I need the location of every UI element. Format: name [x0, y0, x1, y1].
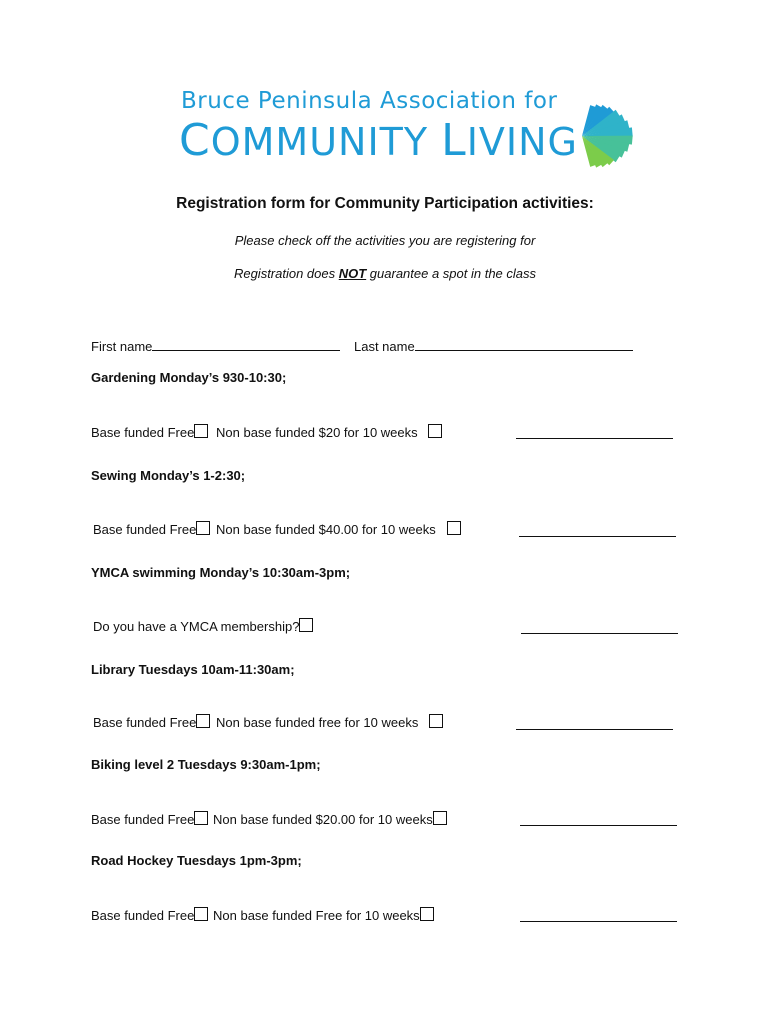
non-base-funded-checkbox[interactable] — [433, 811, 447, 825]
first-name-field — [91, 337, 340, 354]
non-base-funded-checkbox[interactable] — [447, 521, 461, 535]
non-base-funded-option: Non base funded $20.00 for 10 weeks — [213, 811, 447, 827]
last-name-input[interactable] — [415, 337, 633, 351]
non-base-funded-checkbox[interactable] — [428, 424, 442, 438]
non-base-funded-option: Non base funded free for 10 weeks — [216, 714, 443, 730]
first-name-input[interactable] — [152, 337, 340, 351]
signature-line[interactable] — [516, 438, 673, 439]
disclaimer-text: Registration does NOT guarantee a spot in the class — [233, 266, 537, 281]
ymca-membership-option: Do you have a YMCA membership? — [93, 618, 313, 634]
base-funded-checkbox[interactable] — [194, 907, 208, 921]
non-base-funded-option: Non base funded Free for 10 weeks — [213, 907, 434, 923]
base-funded-option: Base funded Free — [91, 424, 208, 440]
base-funded-option: Base funded Free — [93, 521, 210, 537]
logo-org-name-line2: COMMUNITY LIVING — [179, 115, 578, 166]
non-base-funded-option: Non base funded $40.00 for 10 weeks — [216, 521, 461, 537]
signature-line[interactable] — [520, 921, 677, 922]
signature-line[interactable] — [516, 729, 673, 730]
activity-heading: Road Hockey Tuesdays 1pm-3pm; — [91, 853, 302, 868]
form-title: Registration form for Community Participation activities: — [176, 195, 594, 212]
first-name-label: First name — [91, 339, 153, 354]
instruction-text: Please check off the activities you are registering for — [234, 233, 536, 248]
signature-line[interactable] — [521, 633, 678, 634]
signature-line[interactable] — [520, 825, 677, 826]
base-funded-checkbox[interactable] — [194, 424, 208, 438]
base-funded-option: Base funded Free — [93, 714, 210, 730]
non-base-funded-option: Non base funded $20 for 10 weeks — [216, 424, 442, 440]
non-base-funded-checkbox[interactable] — [429, 714, 443, 728]
base-funded-option: Base funded Free — [91, 811, 208, 827]
base-funded-checkbox[interactable] — [196, 714, 210, 728]
activity-heading: Library Tuesdays 10am-11:30am; — [91, 662, 295, 677]
activity-heading: Biking level 2 Tuesdays 9:30am-1pm; — [91, 757, 321, 772]
base-funded-checkbox[interactable] — [196, 521, 210, 535]
last-name-field — [354, 337, 633, 354]
logo-org-name-line1: Bruce Peninsula Association for — [181, 88, 558, 114]
activity-heading: Gardening Monday’s 930-10:30; — [91, 370, 287, 385]
activity-heading: YMCA swimming Monday’s 10:30am-3pm; — [91, 565, 351, 580]
base-funded-checkbox[interactable] — [194, 811, 208, 825]
signature-line[interactable] — [519, 536, 676, 537]
base-funded-option: Base funded Free — [91, 907, 208, 923]
non-base-funded-checkbox[interactable] — [420, 907, 434, 921]
activity-heading: Sewing Monday’s 1-2:30; — [91, 468, 246, 483]
logo-diamond-icon — [560, 88, 635, 184]
ymca-membership-checkbox[interactable] — [299, 618, 313, 632]
last-name-label: Last name — [354, 339, 415, 354]
